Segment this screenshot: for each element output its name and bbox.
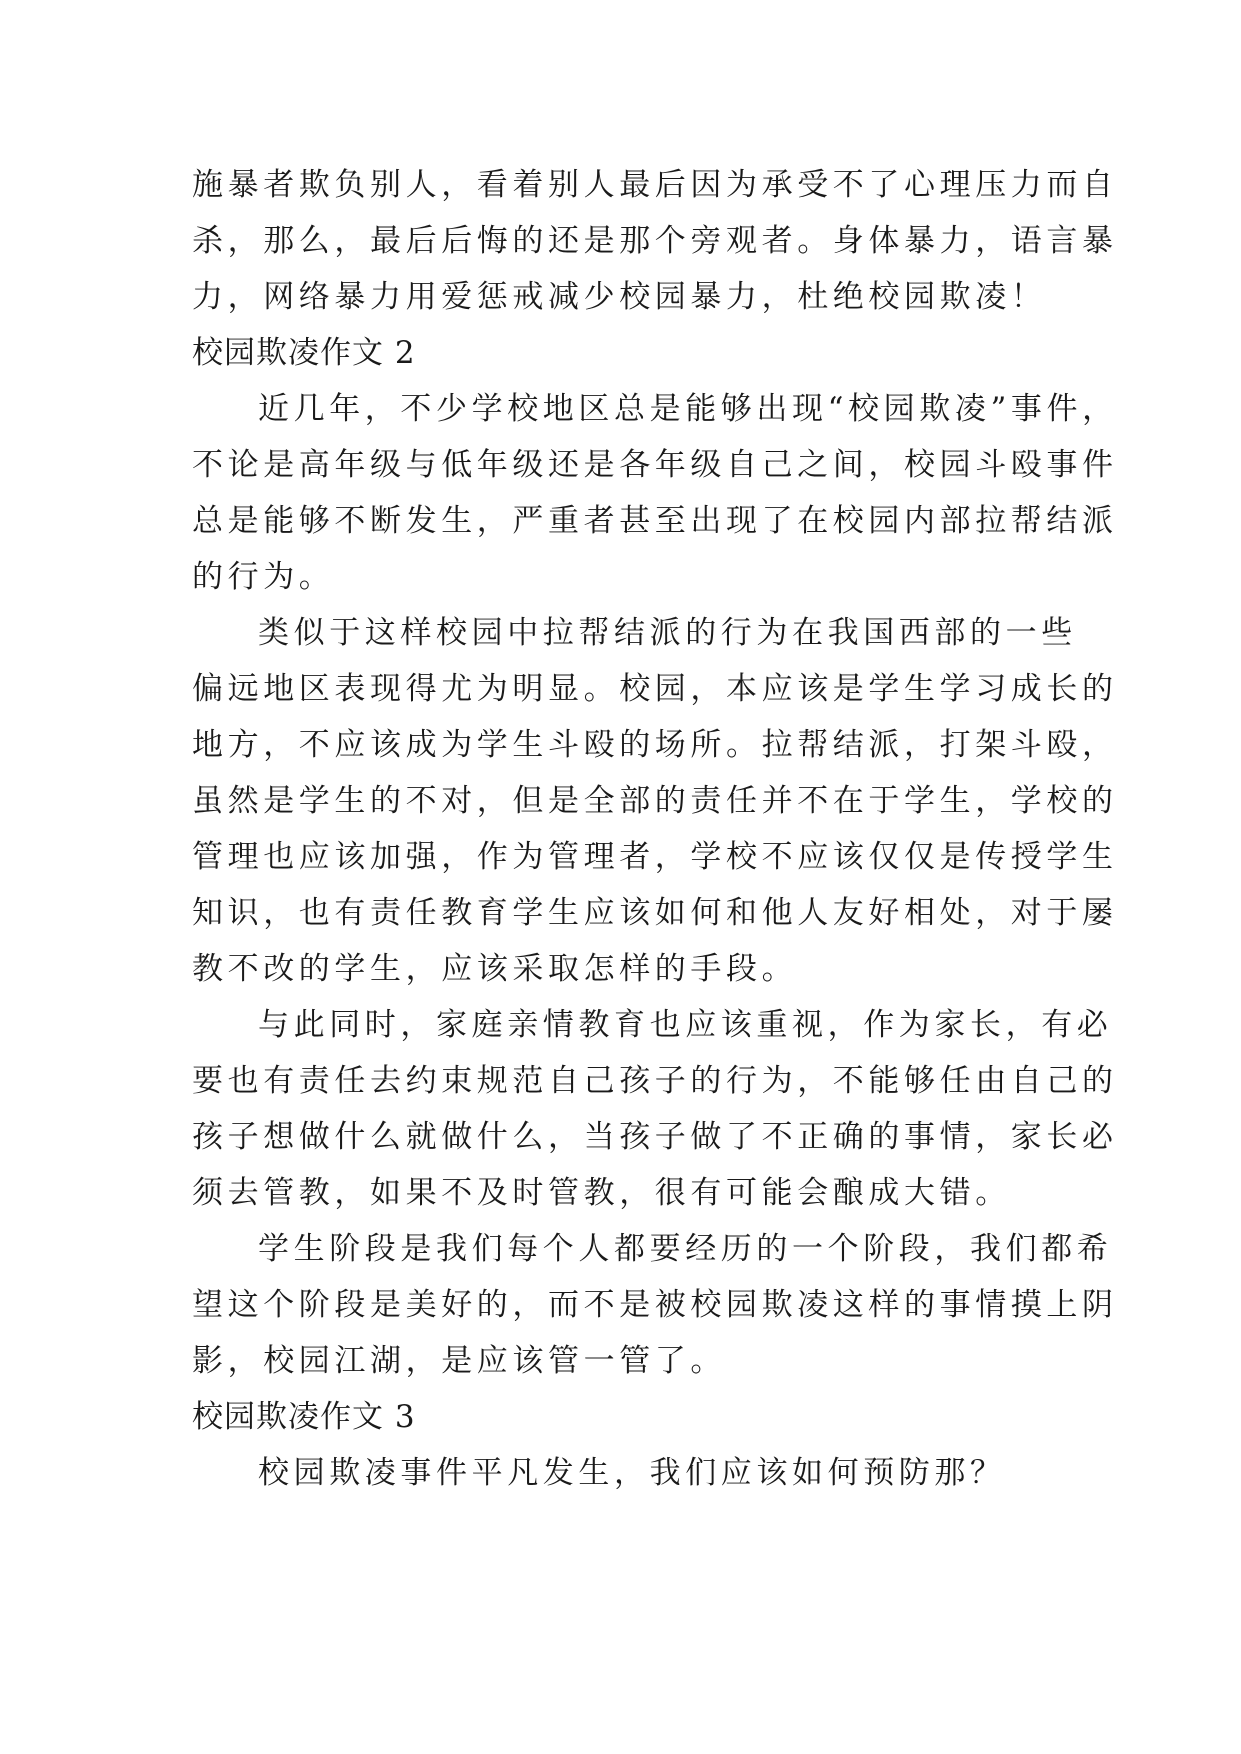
text-line: 知识，也有责任教育学生应该如何和他人友好相处，对于屡 (192, 895, 1118, 931)
text-line: 教不改的学生，应该采取怎样的手段。 (192, 951, 798, 987)
text-line: 须去管教，如果不及时管教，很有可能会酿成大错。 (192, 1175, 1011, 1211)
paragraph-first-line: 与此同时，家庭亲情教育也应该重视，作为家长，有必 (258, 1007, 1113, 1043)
text-line: 影，校园江湖，是应该管一管了。 (192, 1343, 726, 1379)
paragraph-first-line: 类似于这样校园中拉帮结派的行为在我国西部的一些 (258, 615, 1077, 651)
section-heading: 校园欺凌作文 3 (192, 1399, 416, 1435)
paragraph-first-line: 学生阶段是我们每个人都要经历的一个阶段，我们都希 (258, 1231, 1113, 1267)
document-body (192, 157, 1118, 1501)
text-line: 要也有责任去约束规范自己孩子的行为，不能够任由自己的 (192, 1063, 1118, 1099)
text-line: 力，网络暴力用爱惩戒减少校园暴力，杜绝校园欺凌！ (192, 279, 1047, 315)
text-line: 偏远地区表现得尤为明显。校园，本应该是学生学习成长的 (192, 671, 1118, 707)
paragraph-first-line: 近几年，不少学校地区总是能够出现“校园欺凌”事件， (258, 391, 1118, 427)
section-heading: 校园欺凌作文 2 (192, 335, 416, 371)
text-line: 虽然是学生的不对，但是全部的责任并不在于学生，学校的 (192, 783, 1118, 819)
text-line: 杀，那么，最后后悔的还是那个旁观者。身体暴力，语言暴 (192, 223, 1118, 259)
paragraph-first-line: 校园欺凌事件平凡发生，我们应该如何预防那？ (258, 1455, 1006, 1491)
text-line: 的行为。 (192, 559, 335, 595)
text-line: 施暴者欺负别人，看着别人最后因为承受不了心理压力而自 (192, 167, 1118, 203)
text-line: 孩子想做什么就做什么，当孩子做了不正确的事情，家长必 (192, 1119, 1118, 1155)
text-line: 望这个阶段是美好的，而不是被校园欺凌这样的事情摸上阴 (192, 1287, 1118, 1323)
text-line: 管理也应该加强，作为管理者，学校不应该仅仅是传授学生 (192, 839, 1118, 875)
text-line: 不论是高年级与低年级还是各年级自己之间，校园斗殴事件 (192, 447, 1118, 483)
text-line: 地方，不应该成为学生斗殴的场所。拉帮结派，打架斗殴， (192, 727, 1118, 763)
text-line: 总是能够不断发生，严重者甚至出现了在校园内部拉帮结派 (192, 503, 1118, 539)
